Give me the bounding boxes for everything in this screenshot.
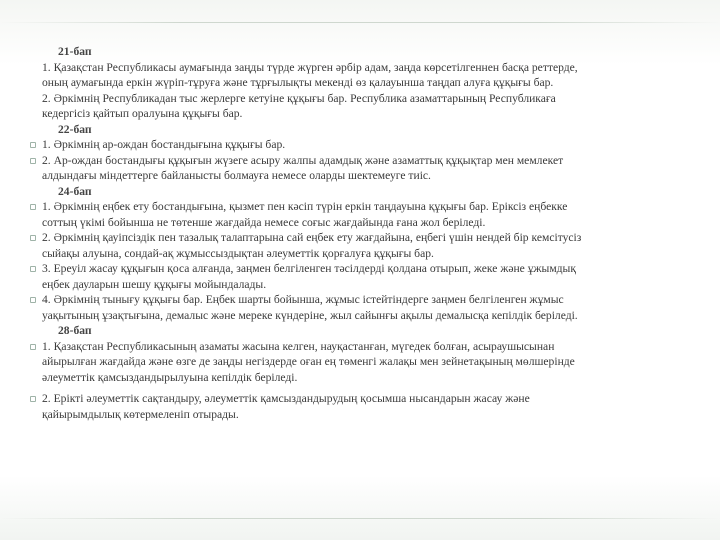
article-24-para-2-line-2: сыйақы алуына, сондай-ақ жұмыссыздықтан әлеуметтік қорғалуға құқығы бар. [42, 246, 434, 260]
article-21-para-2-line-2: кедергісіз қайтып оралуына құқығы бар. [42, 107, 243, 120]
bottom-rule [0, 518, 720, 519]
bullet-icon [30, 297, 36, 303]
article-21-para-1-line-1: 1. Қазақстан Республикасы аумағында заңды түрде жүрген әрбір адам, заңда көрсетілгеннен басқа реттерде, [42, 60, 578, 74]
bullet-icon [30, 204, 36, 210]
article-22-para-1: 1. Әркімнің ар-ождан бостандығына құқығы бар. [30, 137, 696, 153]
article-22-para-2-line-1: 2. Ар-ождан бостандығы құқығын жүзеге асыру жалпы адамдық және азаматтық құқықтар мен мемлекет [30, 153, 696, 169]
article-24-para-4-line-1: 4. Әркімнің тынығу құқығы бар. Еңбек шарты бойынша, жұмыс істейтіндерге заңмен белгіленген жұмыс [30, 292, 696, 308]
article-24-para-3-line-2: еңбек дауларын шешу құқығы мойындалады. [42, 277, 267, 291]
article-22-heading: 22-бап [58, 122, 92, 136]
article-28-para-1-line-3: әлеуметтік қамсыздандырылуына кепілдік беріледі. [42, 370, 298, 384]
bullet-icon [30, 344, 36, 350]
article-28-para-1-line-2: айырылған жағдайда және өзге де заңды негіздерде оған ең төменгі жалақы мен зейнетақының мөлшерінде [42, 355, 575, 368]
bullet-icon [30, 158, 36, 164]
article-28-para-2-line-1: 2. Ерікті әлеуметтік сақтандыру, әлеуметтік қамсыздандырудың қосымша нысандарын жасау және [30, 391, 696, 407]
bullet-icon [30, 266, 36, 272]
article-28-heading: 28-бап [58, 324, 92, 337]
article-21-para-2-line-1: 2. Әркімнің Республикадан тыс жерлерге кетуіне құқығы бар. Республика азаматтарының Республикаға [42, 91, 556, 105]
article-24-para-4-line-2: уақытының ұзақтығына, демалыс және мереке күндеріне, жыл сайынғы ақылы демалысқа кепілдік беріледі. [42, 308, 578, 322]
article-24-para-3-line-1: 3. Ереуіл жасау құқығын қоса алғанда, заңмен белгіленген тәсілдерді қолдана отырып, жеке және ұжымдық [30, 261, 696, 277]
article-28-para-2-line-2: қайырымдылық көтермеленіп отырады. [42, 407, 239, 421]
bullet-icon [30, 142, 36, 148]
article-24-para-1-line-1: 1. Әркімнің еңбек ету бостандығына, қызмет пен кәсіп түрін еркін таңдауына құқығы бар. Еріксіз еңбекке [30, 199, 696, 215]
article-24-para-2-line-1: 2. Әркімнің қауіпсіздік пен тазалық талаптарына сай еңбек ету жағдайына, еңбегі үшін нендей бір кемсітусіз [30, 230, 696, 246]
article-22-para-2-line-2: алдындағы міндеттерге байланысты болмауға немесе оларды шектемеуге тиіс. [42, 169, 431, 182]
article-24-para-1-line-2: соттың үкімі бойынша не төтенше жағдайда немесе соғыс жағдайында ғана жол беріледі. [42, 215, 486, 229]
article-21-heading: 21-бап [58, 45, 92, 58]
article-24-heading: 24-бап [58, 184, 92, 198]
top-rule [0, 22, 720, 23]
article-28-para-1-line-1: 1. Қазақстан Республикасының азаматы жасына келген, науқастанған, мүгедек болған, асыраушысынан [30, 339, 696, 355]
document-body [30, 44, 696, 422]
article-21-para-1-line-2: оның аумағында еркін жүріп-тұруға және тұрғылықты мекенді өз қалауынша таңдап алуға құқығы бар. [42, 76, 554, 89]
bullet-icon [30, 235, 36, 241]
bullet-icon [30, 396, 36, 402]
